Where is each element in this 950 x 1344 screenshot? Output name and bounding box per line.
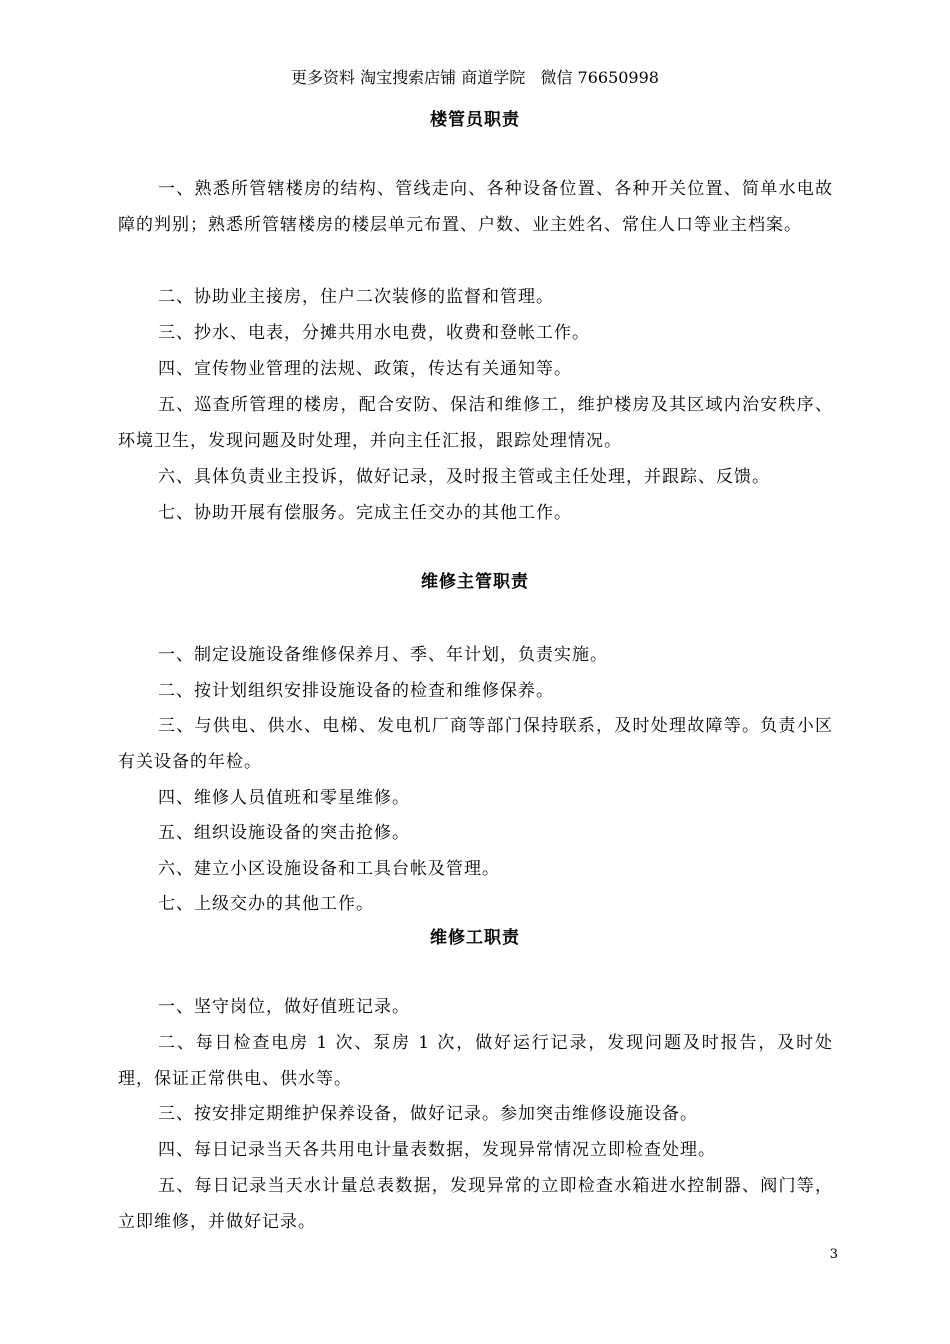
paragraph: 七、上级交办的其他工作。 <box>158 894 374 914</box>
paragraph: 七、协助开展有偿服务。完成主任交办的其他工作。 <box>158 503 572 523</box>
section-title-maintenance-worker: 维修工职责 <box>430 928 520 948</box>
paragraph: 五、巡查所管理的楼房，配合安防、保洁和维修工，维护楼房及其区域内治安秩序、环境卫生，发现问题及时处理，并向主任汇报，跟踪处理情况。 <box>118 395 833 451</box>
page-number: 3 <box>829 1247 838 1262</box>
paragraph: 三、抄水、电表，分摊共用水电费，收费和登帐工作。 <box>158 323 590 343</box>
page-header: 更多资料 淘宝搜索店铺 商道学院 微信 76650998 <box>291 68 659 87</box>
paragraph: 一、熟悉所管辖楼房的结构、管线走向、各种设备位置、各种开关位置、简单水电故障的判别；熟悉所管辖楼房的楼层单元布置、户数、业主姓名、常住人口等业主档案。 <box>118 179 833 235</box>
paragraph: 四、维修人员值班和零星维修。 <box>158 788 410 808</box>
paragraph: 五、每日记录当天水计量总表数据，发现异常的立即检查水箱进水控制器、阀门等，立即维修，并做好记录。 <box>118 1176 833 1232</box>
paragraph: 四、每日记录当天各共用电计量表数据，发现异常情况立即检查处理。 <box>158 1140 716 1160</box>
paragraph: 二、协助业主接房，住户二次装修的监督和管理。 <box>158 287 554 307</box>
paragraph: 四、宣传物业管理的法规、政策，传达有关通知等。 <box>158 359 572 379</box>
section-title-building-manager: 楼管员职责 <box>430 110 520 130</box>
section-title-maintenance-supervisor: 维修主管职责 <box>421 572 529 592</box>
paragraph: 一、坚守岗位，做好值班记录。 <box>158 997 410 1017</box>
paragraph: 二、每日检查电房 1 次、泵房 1 次，做好运行记录，发现问题及时报告，及时处理，保证正常供电、供水等。 <box>118 1033 833 1089</box>
paragraph: 三、与供电、供水、电梯、发电机厂商等部门保持联系，及时处理故障等。负责小区有关设备的年检。 <box>118 716 833 772</box>
paragraph: 二、按计划组织安排设施设备的检查和维修保养。 <box>158 681 554 701</box>
paragraph: 六、建立小区设施设备和工具台帐及管理。 <box>158 859 500 879</box>
paragraph: 五、组织设施设备的突击抢修。 <box>158 823 410 843</box>
paragraph: 六、具体负责业主投诉，做好记录，及时报主管或主任处理，并跟踪、反馈。 <box>158 467 770 487</box>
paragraph: 一、制定设施设备维修保养月、季、年计划，负责实施。 <box>158 645 608 665</box>
paragraph: 三、按安排定期维护保养设备，做好记录。参加突击维修设施设备。 <box>158 1104 698 1124</box>
